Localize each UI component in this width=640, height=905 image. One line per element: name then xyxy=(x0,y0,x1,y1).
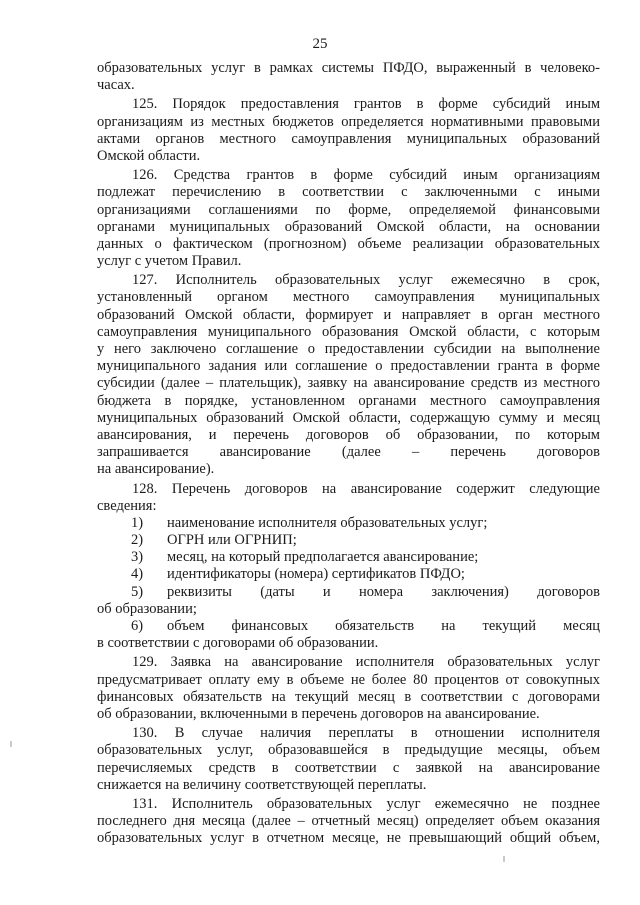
text-line: актами органов местного самоуправления муниципальных образований xyxy=(97,130,600,147)
list-item-text: идентификаторы (номера) сертификатов ПФДО; xyxy=(167,566,465,583)
text-line: финансовых обязательств на текущий месяц в соответствии с договорами xyxy=(97,688,600,705)
list-item xyxy=(97,515,600,532)
text-line: данных о фактическом (прогнозном) объеме реализации образовательных xyxy=(97,235,600,252)
document-body xyxy=(97,60,600,847)
text-line: образовательных услуг в отчетном месяце, не превышающий общий объем, xyxy=(97,830,600,847)
text-line: на авансирование). xyxy=(97,461,215,478)
text-line: установленный органом местного самоуправления муниципальных xyxy=(97,289,600,306)
text-line: в соответствии с договорами об образовании. xyxy=(97,635,379,652)
text-line: предусматривает оплату ему в объеме не более 80 процентов от совокупных xyxy=(97,671,600,688)
paragraph-126: 126. Средства грантов в форме субсидий иным организациям xyxy=(132,167,600,184)
text-line: субсидии (далее – плательщик), заявку на авансирование средств из местного xyxy=(97,375,600,392)
text-line: перечисляемых средств в соответствии с заявкой на авансирование xyxy=(97,759,600,776)
text-line: организациям из местных бюджетов определяется нормативными правовыми xyxy=(97,113,600,130)
text-line: образовательных услуг в рамках системы ПФДО, выраженный в человеко- xyxy=(97,60,600,76)
text-line: муниципальных образований Омской области, содержащую сумму и месяц xyxy=(97,409,600,426)
list-number: 2) xyxy=(131,532,144,549)
text-line: Омской области. xyxy=(97,147,201,164)
text-line: бюджета в порядке, установленном органами местного самоуправления xyxy=(97,392,600,409)
paragraph-125: 125. Порядок предоставления грантов в форме субсидий иным xyxy=(132,96,600,113)
list-item-text: ОГРН или ОГРНИП; xyxy=(167,532,297,549)
page-number: 25 xyxy=(312,36,328,52)
text-line: сведения: xyxy=(97,497,157,514)
list-item-text: месяц, на который предполагается авансирование; xyxy=(167,549,479,566)
scan-mark xyxy=(10,741,12,747)
text-line: снижается на величину соответствующей переплаты. xyxy=(97,776,427,793)
text-line: образовательных услуг, образовавшейся в предыдущие месяцы, объем xyxy=(97,742,600,759)
list-number: 1) xyxy=(131,514,144,531)
list-item xyxy=(97,549,600,566)
text-line: запрашивается авансирование (далее – перечень договоров xyxy=(97,444,600,461)
list-number: 5) xyxy=(131,583,144,600)
text-line: самоуправления муниципального образования Омской области, с которым xyxy=(97,323,600,340)
text-line: муниципального задания или соглашение о предоставлении гранта в форме xyxy=(97,358,600,375)
list-item-text: объем финансовых обязательств на текущий месяц xyxy=(167,618,600,634)
text-line: услуг с учетом Правил. xyxy=(97,253,242,270)
text-line: органами муниципальных образований Омской области, на основании xyxy=(97,218,600,235)
list-item-text: реквизиты (даты и номера заключения) договоров xyxy=(167,583,600,600)
list-number: 3) xyxy=(131,549,144,566)
paragraph-128: 128. Перечень договоров на авансирование содержит следующие xyxy=(132,480,600,497)
text-line: организациями соглашениями по форме, определяемой финансовыми xyxy=(97,201,600,218)
list-item xyxy=(97,618,600,635)
list-number: 6) xyxy=(131,618,144,634)
text-line: авансирования, и перечень договоров об образовании, по которым xyxy=(97,426,600,443)
scan-mark xyxy=(503,856,505,862)
text-line: у него заключено соглашение о предоставлении субсидии на выполнение xyxy=(97,341,600,357)
list-item xyxy=(97,584,600,601)
list-item xyxy=(97,532,600,549)
paragraph-127: 127. Исполнитель образовательных услуг ежемесячно в срок, xyxy=(132,272,600,289)
list-item-text: наименование исполнителя образовательных услуг; xyxy=(167,514,488,531)
text-line: об образовании; xyxy=(97,600,197,617)
text-line: об образовании, включенными в перечень договоров на авансирование. xyxy=(97,705,540,722)
paragraph-131: 131. Исполнитель образовательных услуг ежемесячно не позднее xyxy=(132,795,600,812)
list-number: 4) xyxy=(131,566,144,583)
text-line: последнего дня месяца (далее – отчетный месяц) определяет объем оказания xyxy=(97,813,600,830)
paragraph-129: 129. Заявка на авансирование исполнителя образовательных услуг xyxy=(132,654,600,671)
list-item xyxy=(97,566,600,583)
text-line: образований Омской области, формирует и направляет в орган местного xyxy=(97,306,600,323)
text-line: подлежат перечислению в соответствии с заключенными с иными xyxy=(97,184,600,201)
paragraph-130: 130. В случае наличия переплаты в отношении исполнителя xyxy=(132,725,600,742)
text-line: часах. xyxy=(97,77,135,94)
